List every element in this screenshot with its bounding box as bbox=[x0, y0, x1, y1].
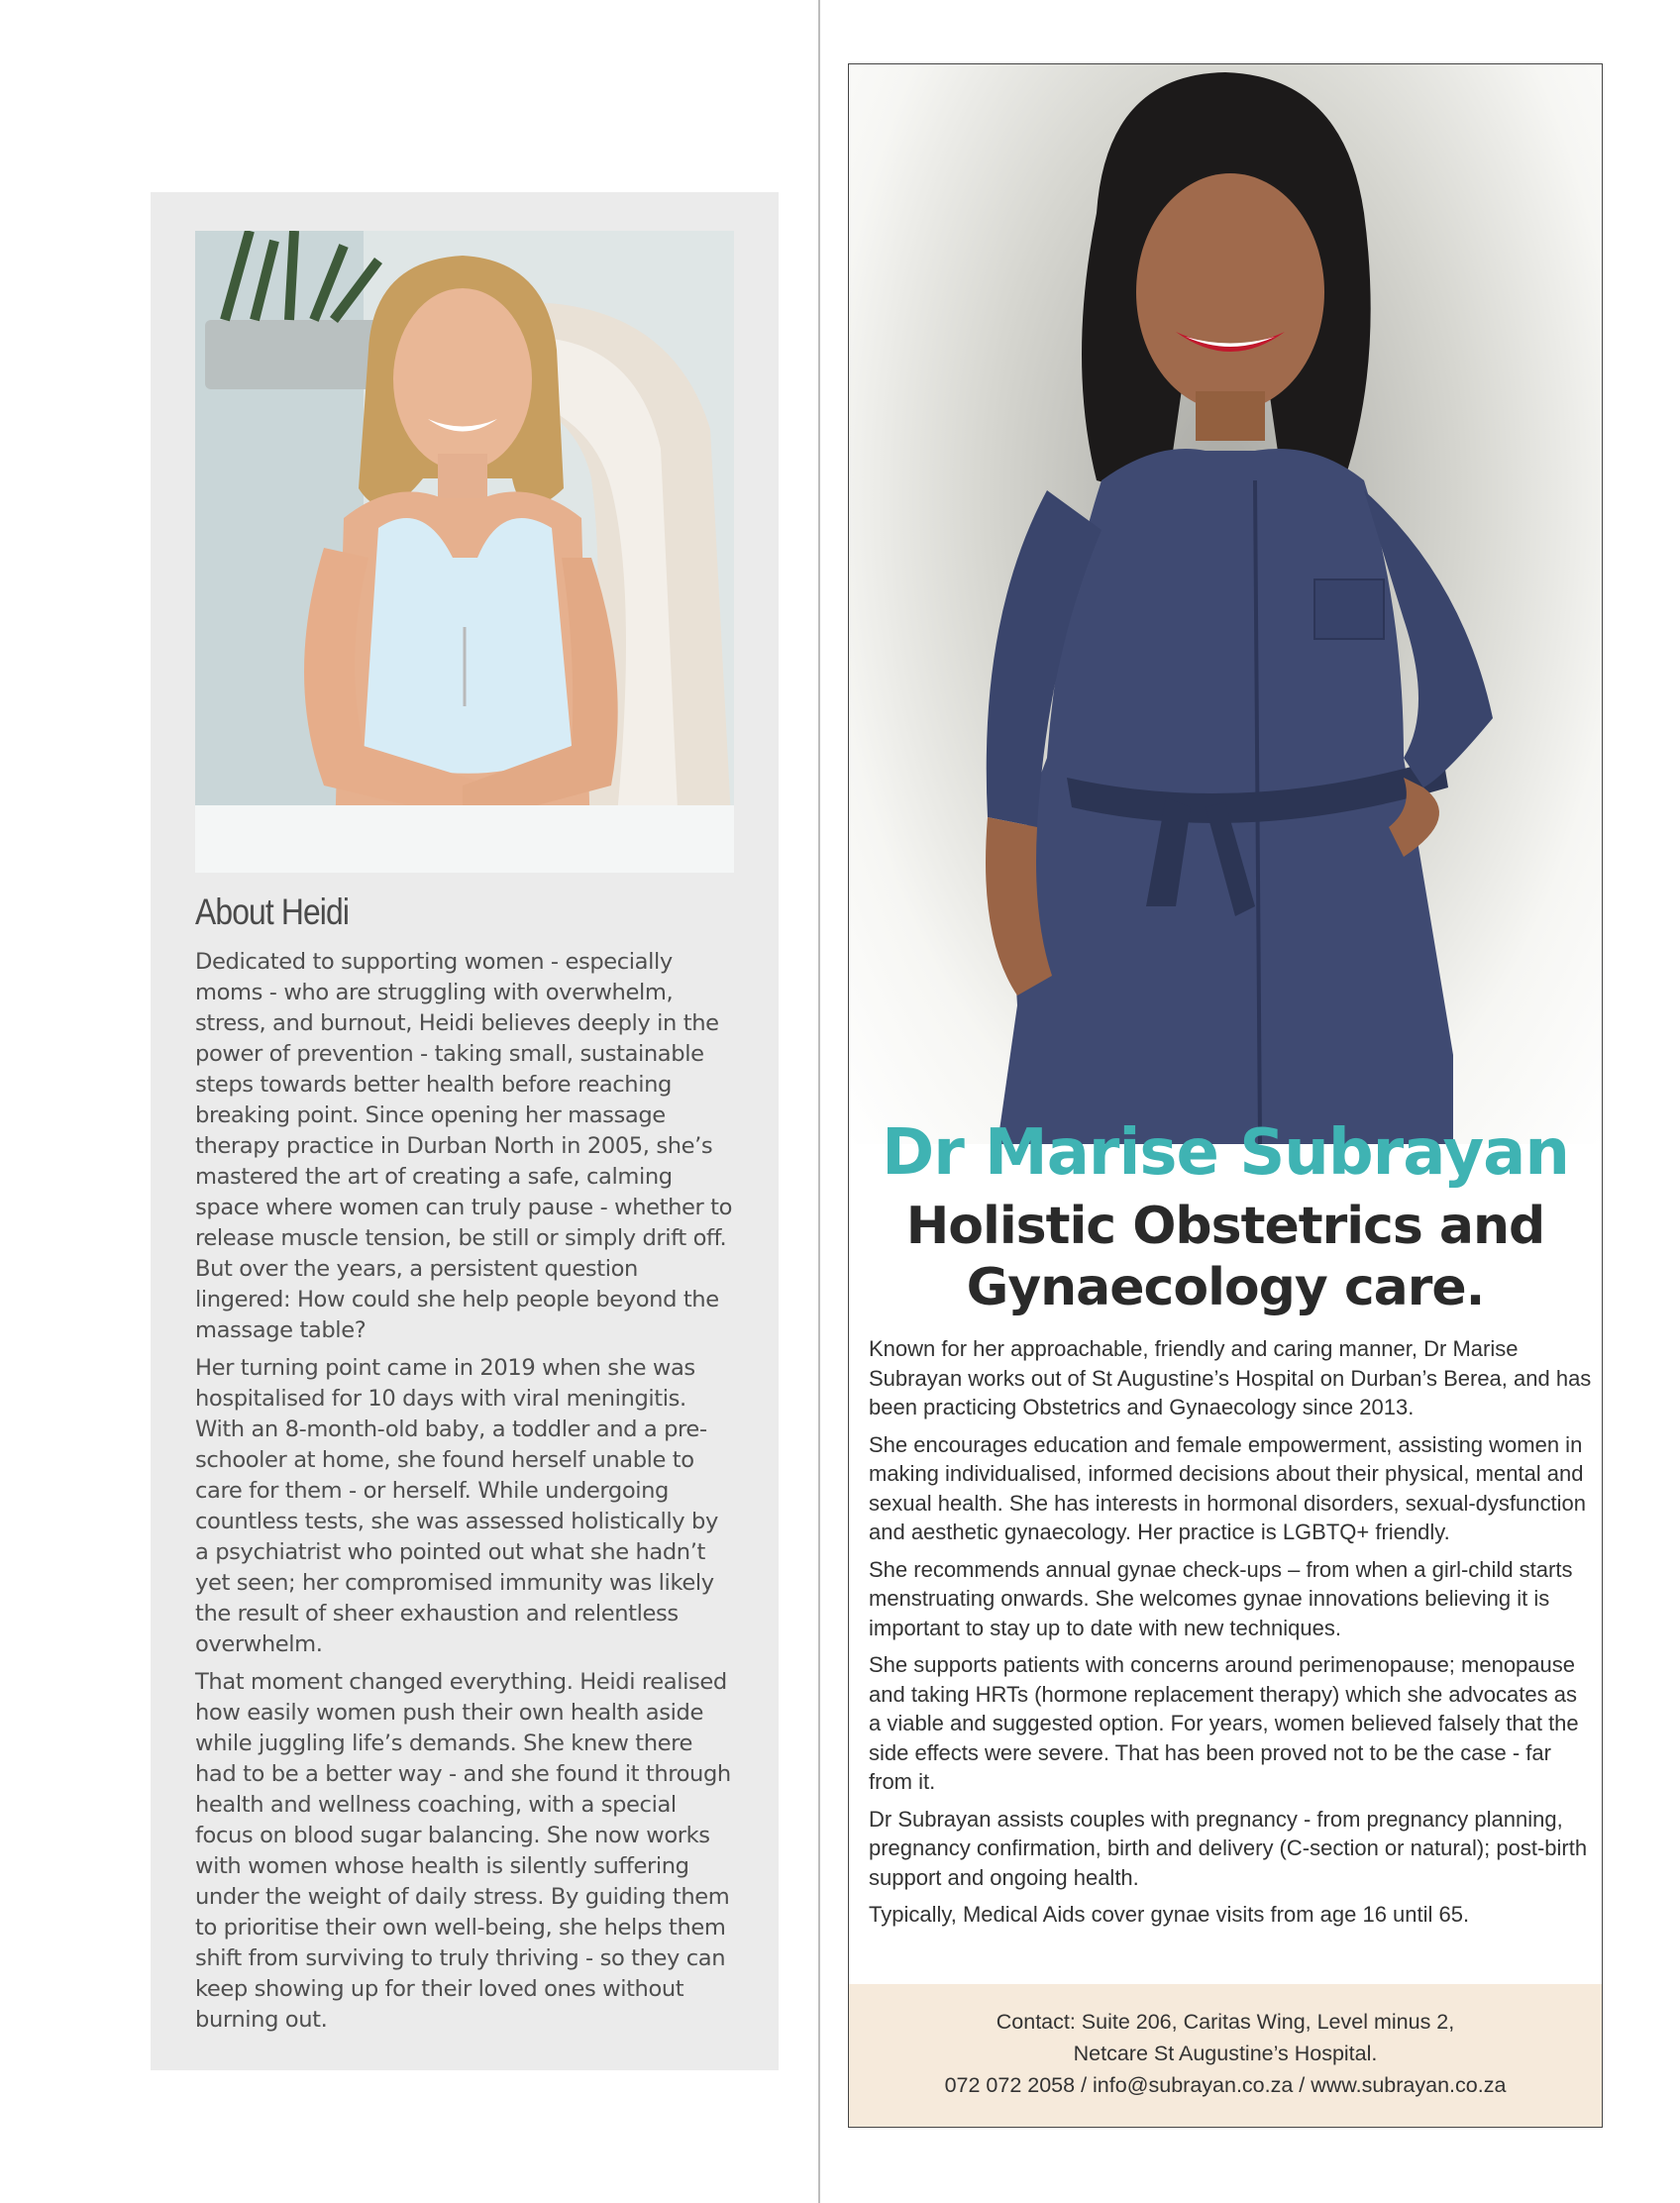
contact-band bbox=[849, 1984, 1602, 2127]
doctor-subtitle bbox=[849, 1196, 1602, 1318]
doctor-portrait-illustration bbox=[849, 64, 1602, 1144]
doctor-advert bbox=[848, 63, 1603, 2128]
doctor-photo bbox=[849, 64, 1602, 1144]
heidi-paragraph: Dedicated to supporting women - especially moms - who are struggling with overwhelm, stress, and burnout, Heidi believes deeply in the power of prevention - taking small, sustainable steps towards better health before reaching breaking point. Since opening her massage therapy practice in Durban North in 2005, she’s mastered the art of creating a safe, calming space where women can truly pause - whether to release muscle tension, be still or simply drift off. But over the years, a persistent question lingered: How could she help people beyond the massage table? bbox=[195, 949, 733, 1343]
doctor-paragraph: Typically, Medical Aids cover gynae visits from age 16 until 65. bbox=[869, 1902, 1470, 1927]
doctor-paragraph: Dr Subrayan assists couples with pregnancy - from pregnancy planning, pregnancy confirmation, birth and delivery (C-section or natural); post-birth support and ongoing health. bbox=[869, 1806, 1588, 1890]
contact-phone-email-web: 072 072 2058 / info@subrayan.co.za / www.subrayan.co.za bbox=[944, 2073, 1507, 2097]
doctor-paragraph: She encourages education and female empowerment, assisting women in making individualised, informed decisions about their physical, mental and sexual health. She has interests in hormonal disorders, sexual-dysfunction and aesthetic gynaecology. Her practice is LGBTQ+ friendly. bbox=[869, 1431, 1586, 1544]
doctor-paragraph: She supports patients with concerns around perimenopause; menopause and taking HRTs (hormone replacement therapy) which she advocates as a viable and suggested option. For years, women believed falsely that the side effects were severe. That has been proved not to be the case - far from it. bbox=[869, 1652, 1579, 1794]
doctor-body bbox=[869, 1334, 1592, 1938]
heidi-paragraph: Her turning point came in 2019 when she was hospitalised for 10 days with viral meningitis. With an 8-month-old baby, a toddler and a pre-schooler at home, she found herself unable to care for them - or herself. While undergoing countless tests, she was assessed holistically by a psychiatrist who pointed out what she hadn’t yet seen; her compromised immunity was likely the result of sheer exhaustion and relentless overwhelm. bbox=[195, 1355, 718, 1657]
doctor-subtitle-line1: Holistic Obstetrics and bbox=[905, 1197, 1545, 1256]
doctor-paragraph: Known for her approachable, friendly and caring manner, Dr Marise Subrayan works out of St Augustine’s Hospital on Durban’s Berea, and has been practicing Obstetrics and Gynaecology since 2013. bbox=[869, 1336, 1592, 1419]
heidi-paragraph: That moment changed everything. Heidi realised how easily women push their own health aside while juggling life’s demands. She knew there had to be a better way - and she found it through health and wellness coaching, with a special focus on blood sugar balancing. She now works with women whose health is silently suffering under the weight of daily stress. By guiding them to prioritise their own well-being, she helps them shift from surviving to truly thriving - so they can keep showing up for their loved ones without burning out. bbox=[195, 1669, 731, 2033]
heidi-portrait-illustration bbox=[195, 231, 734, 873]
doctor-name: Dr Marise Subrayan bbox=[882, 1116, 1569, 1190]
about-heidi-title: About Heidi bbox=[195, 892, 350, 932]
column-divider bbox=[818, 0, 820, 2203]
contact-hospital: Netcare St Augustine’s Hospital. bbox=[1073, 2042, 1378, 2065]
heidi-photo bbox=[195, 231, 734, 873]
about-heidi-body bbox=[195, 947, 738, 2043]
doctor-subtitle-line2: Gynaecology care. bbox=[966, 1258, 1485, 1317]
about-heidi-panel bbox=[151, 192, 779, 2070]
doctor-paragraph: She recommends annual gynae check-ups – from when a girl-child starts menstruating onwards. She welcomes gynae innovations believing it is important to stay up to date with new techniques. bbox=[869, 1556, 1573, 1640]
contact-address: Contact: Suite 206, Caritas Wing, Level minus 2, bbox=[996, 2010, 1455, 2034]
